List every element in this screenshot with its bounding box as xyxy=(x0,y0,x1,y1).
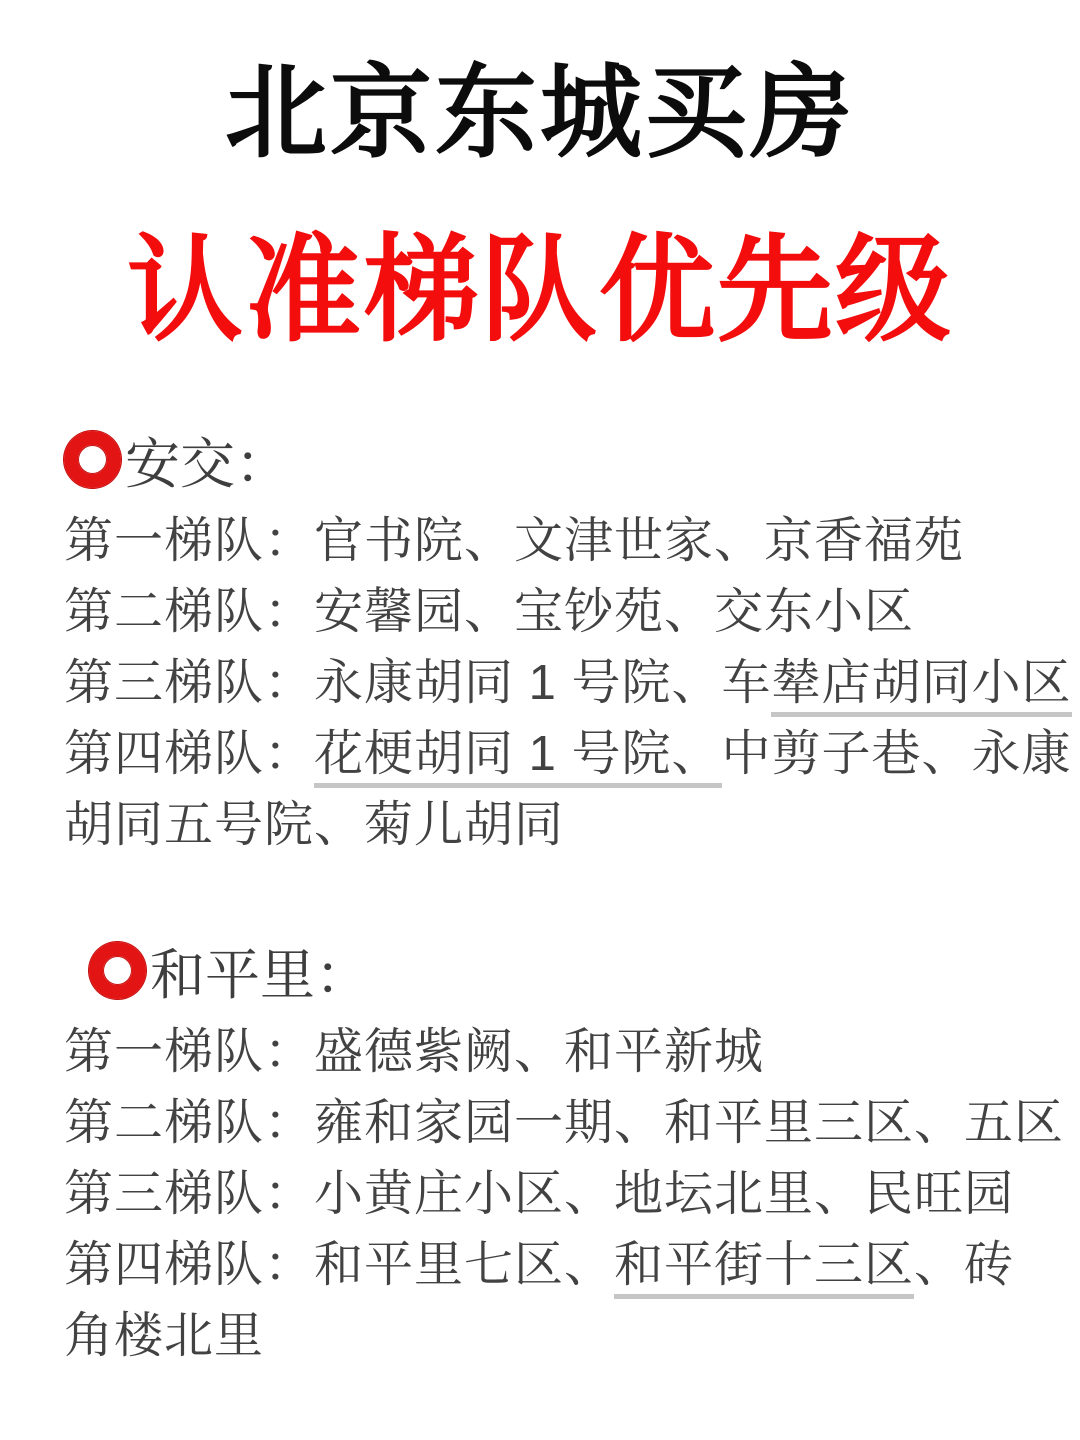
section xyxy=(64,933,1065,1372)
tier-text: 第四梯队： xyxy=(64,727,315,781)
tier xyxy=(64,719,1072,861)
tier-text: 、砖 xyxy=(914,1238,1015,1292)
tier-text: 中剪子巷、永康 xyxy=(721,727,1072,781)
tier-text: 第一梯队：盛德紫阙、和平新城 xyxy=(64,1025,765,1079)
tier-text: 第三梯队：小黄庄小区、地坛北里、民旺园 xyxy=(64,1167,1015,1221)
tier-text-underlined: 辇店胡同小区 xyxy=(771,656,1071,717)
section-heading-row xyxy=(64,422,1022,496)
tier-line xyxy=(64,506,1022,577)
tier-text: 胡同五号院、菊儿胡同 xyxy=(64,798,565,852)
tier-line xyxy=(64,1017,1022,1088)
tier-line xyxy=(64,719,1072,790)
tier-line xyxy=(64,1159,1022,1230)
tier xyxy=(64,506,1022,577)
tier-line xyxy=(64,1230,1022,1301)
tier-text: 第二梯队：安馨园、宝钞苑、交东小区 xyxy=(64,585,915,639)
tier xyxy=(64,1230,1022,1372)
page-title: 北京东城买房 xyxy=(225,56,855,170)
page-subtitle: 认准梯队优先级 xyxy=(127,225,953,355)
tier xyxy=(64,1159,1022,1230)
tier-text-underlined: 花梗胡同 1 号院、 xyxy=(314,727,721,788)
tier-text-underlined: 和平街十三区 xyxy=(614,1238,914,1299)
tier-line xyxy=(64,790,1022,861)
tier xyxy=(64,1017,1022,1088)
red-circle-icon xyxy=(64,431,121,488)
tier-text: 第一梯队：官书院、文津世家、京香福苑 xyxy=(64,514,965,568)
section-heading-row xyxy=(64,933,1022,1007)
tier-text: 第三梯队：永康胡同 1 号院、车 xyxy=(64,656,772,710)
section-heading: 安交： xyxy=(125,432,291,495)
tier xyxy=(64,648,1072,719)
tier-list-content xyxy=(0,422,1080,1372)
section xyxy=(64,422,1072,861)
tier-text: 第四梯队：和平里七区、 xyxy=(64,1238,615,1292)
tier-text: 第二梯队：雍和家园一期、和平里三区、五区 xyxy=(64,1096,1065,1150)
tier-line xyxy=(64,648,1072,719)
tier-text: 角楼北里 xyxy=(64,1309,265,1363)
tier xyxy=(64,577,1022,648)
tier-line xyxy=(64,1088,1065,1159)
red-circle-icon xyxy=(89,942,146,999)
section-heading: 和平里： xyxy=(150,943,371,1006)
tier-line xyxy=(64,1301,1022,1372)
tier xyxy=(64,1088,1065,1159)
tier-line xyxy=(64,577,1022,648)
